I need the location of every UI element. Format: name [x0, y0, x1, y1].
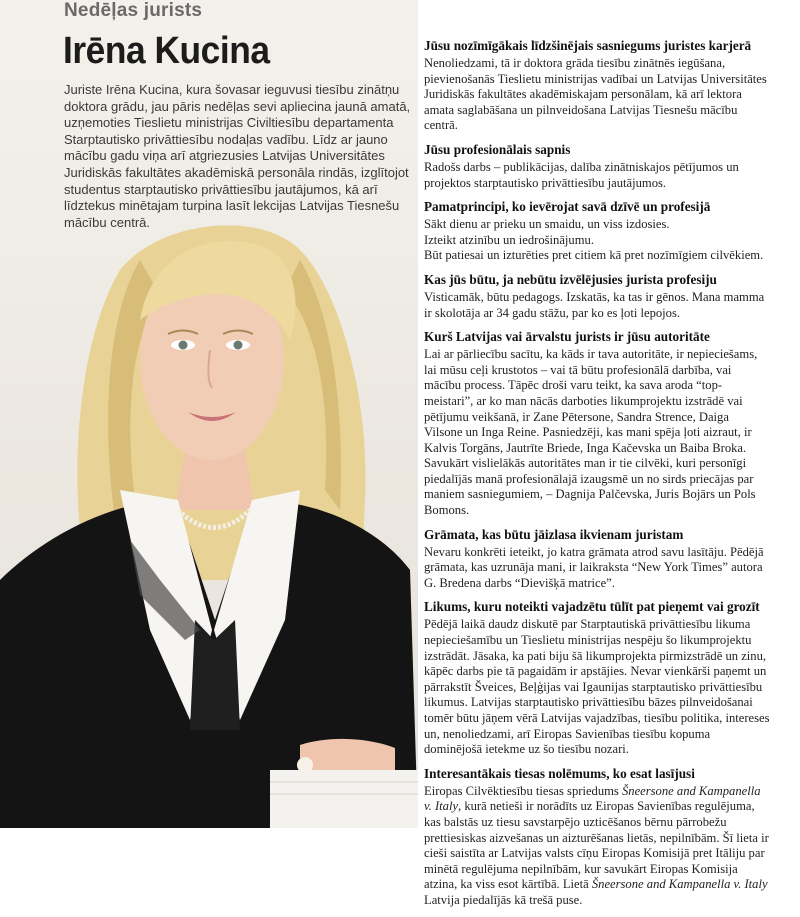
qa-item — [424, 766, 770, 909]
answer-segment: , kurā netieši ir norādīts uz Eiropas Savienības regulējuma, kas balstās uz tiesu savstarpējo uzticēšanos bērnu pārrobežu prettiesiskas aizvešanas un aizturēšanas lietās, nepilnībām. Šī lieta ir cieši saistīta ar Latvijas valsts cīņu Eiropas Komisijā pret Itāliju par minētā regulējuma nepilnībām, kur savukārt Eiropas Komisija atzina, ka viss esot kārtībā. Lietā — [424, 799, 769, 892]
answer-segment: Eiropas Cilvēktiesību tiesas spriedums — [424, 783, 622, 798]
answer-line: Radošs darbs – publikācijas, dalība zinātniskajos pētījumos un projektos starptautisko privāttiesību jautājumos. — [424, 159, 739, 190]
qa-item — [424, 272, 770, 321]
qa-item — [424, 329, 770, 519]
qa-item — [424, 142, 770, 191]
answer-line: Sākt dienu ar prieku un smaidu, un viss izdosies. — [424, 217, 670, 232]
question-heading: Pamatprincipi, ko ievērojat savā dzīvē un profesijā — [424, 199, 711, 215]
question-heading: Grāmata, kas būtu jāizlasa ikvienam juristam — [424, 526, 684, 542]
portrait-photo — [0, 200, 418, 828]
answer-line: Būt patiesai un izturēties pret citiem kā pret nozīmīgiem cilvēkiem. — [424, 248, 764, 263]
qa-item — [424, 199, 770, 264]
page-title: Irēna Kucina — [63, 30, 270, 72]
answer-text — [424, 56, 770, 134]
answer-line: Nenoliedzami, tā ir doktora grāda tiesību zinātnēs iegūšana, pievienošanās Tieslietu ministrijas vadībai un Latvijas Universitātes Juridiskās fakultātes akadēmiskajam personālam, kā arī lektora amata saglabāšana un pilnveidošana Latvijas Tiesnešu mācību centrā. — [424, 56, 767, 133]
answer-line: Pēdējā laikā daudz diskutē par Starptautiskā privāttiesību likuma nepieciešamību un Tieslietu ministrijas nespēju šo likumprojektu izstrādāt. Jāsaka, ka pati biju šā likumprojekta pirmizstrādē un zinu, kāpēc darbs pie tā pagaidām ir apstājies. Nevar vienkārši paņemt un pārrakstīt Šveices, Beļģijas vai Igaunijas starptautisko privāttiesību likumus. Latvijas starptautisko privāttiesību bāzes pilnveidošanai tomēr būtu jāņem vērā Latvijas vajadzības, tiesību politika, intereses un, nenoliedzami, arī Eiropas Savienības tiesību kopuma dominējošā ietekme uz šo tiesību nozari. — [424, 617, 770, 757]
question-heading: Jūsu nozīmīgākais līdzšinējais sasniegums juristes karjerā — [424, 38, 752, 53]
question-heading: Kurš Latvijas vai ārvalstu jurists ir jūsu autoritāte — [424, 329, 710, 345]
case-name: Šneersone and Kampanella v. Italy — [424, 783, 761, 814]
answer-line: Izteikt atzinību un iedrošinājumu. — [424, 232, 594, 247]
section-kicker: Nedēļas jurists — [64, 0, 203, 21]
qa-column — [424, 38, 770, 917]
qa-item — [424, 599, 770, 757]
answer-text — [424, 347, 770, 519]
answer-text — [424, 160, 770, 191]
answer-text — [424, 545, 770, 592]
answer-text — [424, 617, 770, 757]
answer-segment: Latvija piedalījās kā trešā puse. — [424, 892, 583, 907]
answer-line: Nevaru konkrēti ieteikt, jo katra grāmata atrod savu lasītāju. Pēdējā grāmata, kas uzrunāja mani, ir laikraksta “New York Times” autora G. Bredena darbs “Dievišķā matrice”. — [424, 544, 764, 590]
qa-item — [424, 38, 770, 134]
answer-line: Lai ar pārliecību sacītu, ka kāds ir tava autoritāte, ir nepieciešams, lai mūsu ceļi krustotos – vai tā būtu profesionālā darbība, vai mācību process. Tāpēc droši varu teikt, ka sava aroda “top-meistari”, ar ko man nācās darboties likumprojektu izstrādē vai pētījumu veikšanā, ir Zane Pētersone, Sandra Strence, Daiga Vilsone un Inga Reine. Pasniedzēji, kas mani spēja ļoti aizraut, ir Kalvis Torgāns, Jautrīte Briede, Inga Kačevska un Baiba Broka. Savukārt vislielākās autoritātes man ir tie cilvēki, kuri personīgi piedalījās manā profesionālajā izaugsmē un no sirds priecājas par maniem sasniegumiem, – Dagnija Palčevska, Juris Bojārs un Pols Bomons. — [424, 347, 758, 518]
qa-item — [424, 527, 770, 592]
question-heading: Kas jūs būtu, ja nebūtu izvēlējusies jurista profesiju — [424, 271, 717, 287]
answer-text — [424, 784, 770, 909]
answer-line — [424, 784, 770, 909]
answer-text — [424, 217, 770, 264]
question-heading: Likums, kuru noteikti vajadzētu tūlīt pat pieņemt vai grozīt — [424, 599, 760, 615]
question-heading: Interesantākais tiesas nolēmums, ko esat lasījusi — [424, 765, 695, 781]
question-heading: Jūsu profesionālais sapnis — [424, 141, 571, 157]
intro-paragraph: Juriste Irēna Kucina, kura šovasar ieguvusi tiesību zinātņu doktora grādu, jau pāris nedēļas sevi apliecina jaunā amatā, uzņemoties Tieslietu ministrijas Civiltiesību departamenta Starptautisko privāttiesību nodaļas vadību. Līdz ar jauno mācību gadu viņa arī atgriezusies Latvijas Universitātes Juridiskās fakultātes akadēmiskā personāla rindās, izglītojot studentus starptautisko privāttiesību jautājumos, kā arī līdztekus minētajam turpina lasīt lekcijas Latvijas Tiesnešu mācību centrā. — [64, 82, 411, 230]
answer-line: Visticamāk, būtu pedagogs. Izskatās, ka tas ir gēnos. Mana mamma ir skolotāja ar 34 gadu stāžu, par ko es ļoti lepojos. — [424, 289, 765, 320]
answer-text — [424, 290, 770, 321]
case-name: Šneersone and Kampanella v. Italy — [591, 877, 768, 892]
